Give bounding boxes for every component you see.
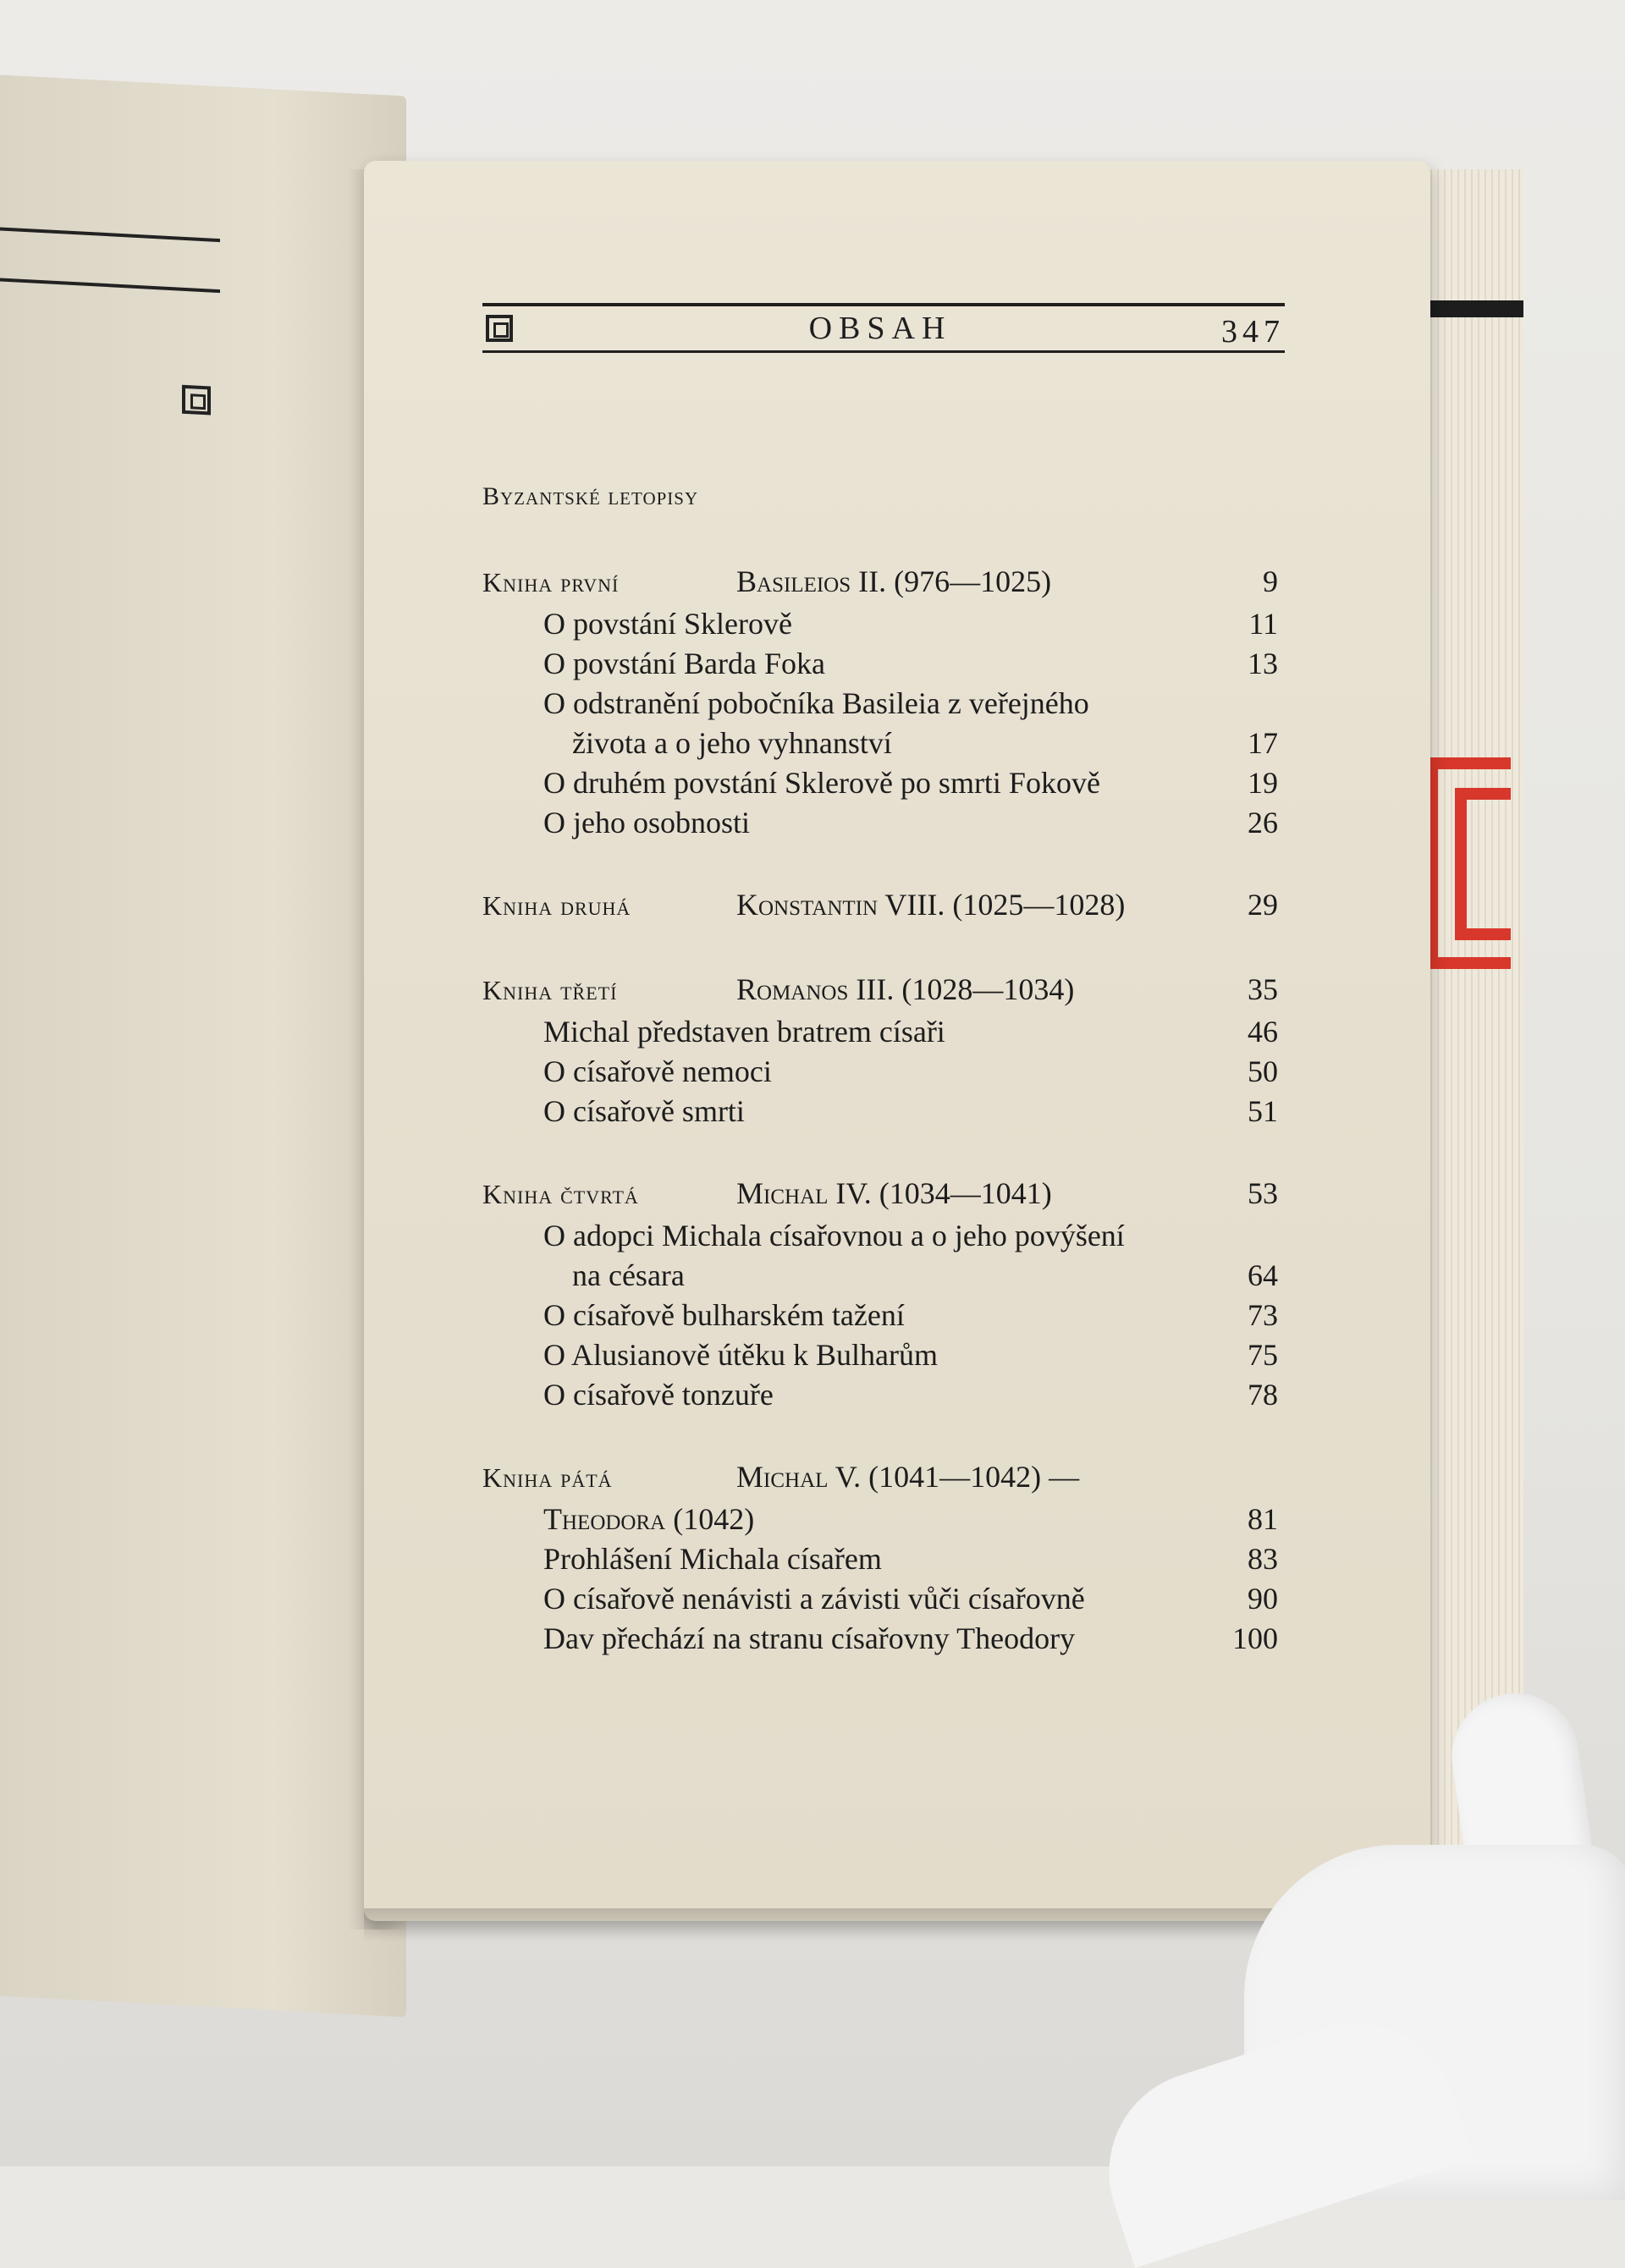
chapter-entry [482,1539,1278,1579]
chapter-title: O adopci Michala císařovnou a o jeho povýšení [543,1219,1125,1252]
chapter-title: O císařově bulharském tažení [543,1298,905,1332]
book-label: Kniha třetí [482,975,618,1005]
page-reference: 19 [1248,766,1278,800]
chapter-title: Prohlášení Michala císařem [543,1542,882,1576]
header-rule-top [482,303,1285,306]
book-label: Kniha pátá [482,1462,613,1493]
book-ruler: Romanos III. (1028—1034) [736,972,1075,1006]
chapter-title: O jeho osobnosti [543,806,751,839]
chapter-title: O povstání Sklerově [543,607,792,641]
book-label: Kniha čtvrtá [482,1179,639,1209]
header-title: OBSAH [808,311,952,346]
chapter-entry [482,803,1278,843]
running-header [482,296,1285,364]
page-reference: 51 [1248,1094,1278,1128]
book-heading [482,564,1278,604]
chapter-title: O císařově nemoci [543,1054,772,1088]
book-heading [482,1175,1278,1216]
page-number: 347 [1221,314,1285,350]
page-reference: 11 [1248,607,1278,641]
page-reference: 73 [1248,1298,1278,1332]
book-ruler: Konstantin VIII. (1025—1028) [736,888,1126,922]
page-reference: 83 [1248,1542,1278,1576]
meander-icon [182,385,211,416]
right-page [364,161,1430,1921]
page-content [482,296,1285,1655]
page-reference: 81 [1248,1502,1278,1536]
chapter-entry [482,763,1278,803]
page-reference: 90 [1248,1582,1278,1616]
chapter-title: O císařově smrti [543,1094,745,1128]
book-list [482,564,1278,1659]
chapter-entry [482,1579,1278,1619]
chapter-entry [482,1500,1278,1539]
chapter-title: O císařově tonzuře [543,1378,774,1412]
book-heading [482,887,1278,928]
chapter-title: Theodora (1042) [543,1502,755,1536]
white-glove-hand [1100,1693,1625,2166]
chapter-title: O Alusianově útěku k Bulharům [543,1338,938,1372]
page-reference: 50 [1248,1054,1278,1088]
book-label: Kniha druhá [482,890,631,921]
book-section [482,1175,1278,1415]
header-rule-bottom [482,350,1285,353]
red-meander-icon [1426,757,1511,969]
page-reference: 17 [1248,726,1278,760]
chapter-entry [482,1375,1278,1415]
page-reference: 53 [1248,1176,1278,1210]
page-reference: 78 [1248,1378,1278,1412]
table-of-contents [482,482,1278,1703]
section-title: Byzantské letopisy [482,482,699,510]
left-page-rule-bottom [0,276,220,293]
chapter-title: O odstranění pobočníka Basileia z veřejného [543,686,1089,720]
page-reference: 13 [1248,647,1278,680]
chapter-entry [482,604,1278,644]
chapter-entry [482,1092,1278,1131]
book-heading [482,972,1278,1012]
chapter-title: O císařově nenávisti a závisti vůči císařovně [543,1582,1085,1616]
chapter-entry [482,1012,1278,1052]
cover-stripe [1430,300,1523,317]
book-section [482,972,1278,1131]
chapter-entry [482,1335,1278,1375]
page-reference: 29 [1248,888,1278,922]
page-reference: 46 [1248,1015,1278,1049]
page-reference: 9 [1263,564,1278,598]
chapter-title: Michal představen bratrem císaři [543,1015,945,1049]
chapter-entry [482,1619,1278,1659]
book-section [482,1459,1278,1659]
chapter-title: O druhém povstání Sklerově po smrti Fokově [543,766,1100,800]
book-section [482,887,1278,928]
book-ruler: Michal IV. (1034—1041) [736,1176,1052,1210]
book-section [482,564,1278,843]
chapter-entry [482,1052,1278,1092]
left-page [0,73,406,2017]
chapter-entry [482,684,1278,763]
left-page-rule-top [0,225,220,242]
page-reference: 35 [1248,972,1278,1006]
book-label: Kniha první [482,567,620,597]
chapter-title: O povstání Barda Foka [543,647,825,680]
chapter-entry [482,644,1278,684]
chapter-title: Dav přechází na stranu císařovny Theodory [543,1621,1076,1655]
book-ruler: Michal V. (1041—1042) — [736,1460,1080,1494]
chapter-title-continuation: života a o jeho vyhnanství [572,726,892,760]
page-reference: 100 [1232,1621,1278,1655]
page-reference: 64 [1248,1258,1278,1292]
chapter-entry [482,1296,1278,1335]
page-reference: 26 [1248,806,1278,839]
page-reference: 75 [1248,1338,1278,1372]
chapter-entry [482,1216,1278,1296]
chapter-title-continuation: na césara [572,1258,685,1292]
book-heading [482,1459,1278,1500]
book-ruler: Basileios II. (976—1025) [736,564,1052,598]
